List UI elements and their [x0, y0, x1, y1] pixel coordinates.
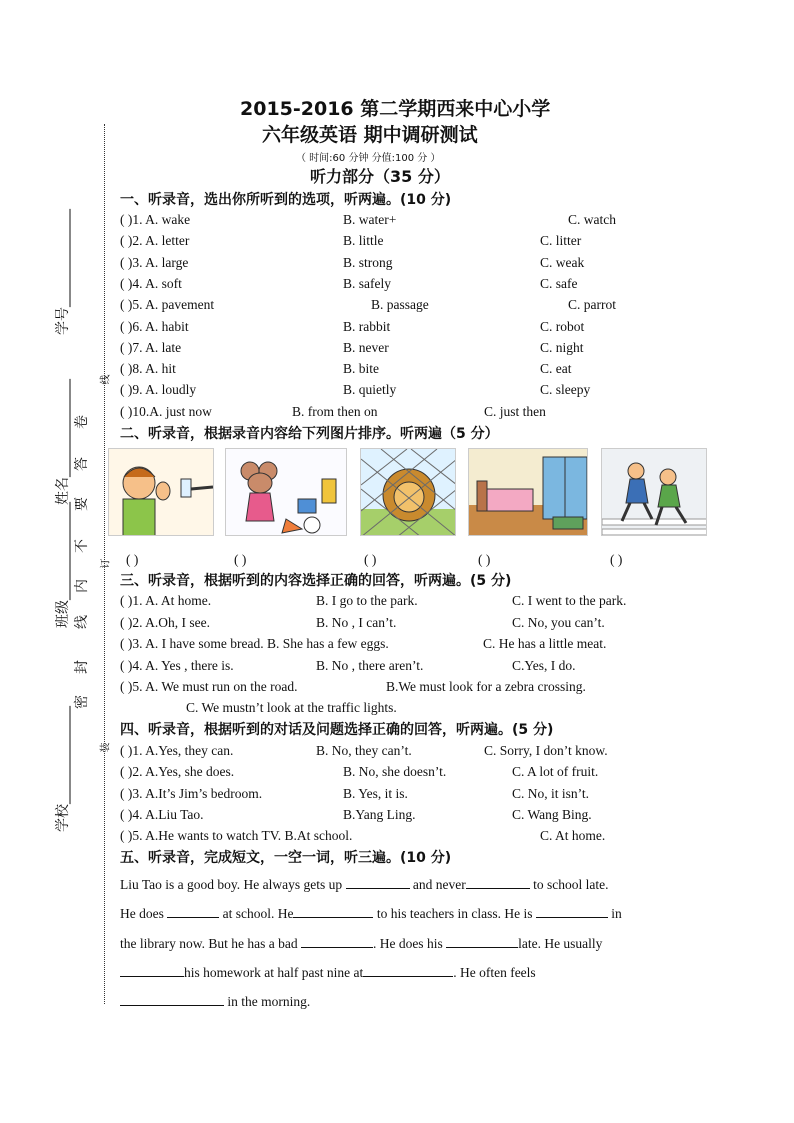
- page-title: 2015-2016 第二学期西来中心小学: [240, 98, 551, 120]
- s3-q1-option-b: B. I go to the park.: [316, 593, 418, 608]
- s1-q1-answer-and-option-a[interactable]: ( )1. A. wake: [120, 212, 191, 227]
- s4-q2-option-c: C. A lot of fruit.: [512, 764, 599, 780]
- s3-q1-option-c: C. I went to the park.: [512, 593, 627, 608]
- listening-part-title: 听力部分（35 分）: [310, 167, 450, 186]
- picture-bedroom: [468, 448, 588, 536]
- s4-q4-option-c: C. Wang Bing.: [512, 806, 592, 822]
- school-field: 学校______________: [55, 706, 71, 832]
- passage-line-5: in the morning.: [120, 994, 310, 1010]
- blank-1[interactable]: [346, 877, 410, 889]
- s4-q3-option-b: B. Yes, it is.: [343, 785, 408, 801]
- s1-q3-option-b: B. strong: [343, 254, 393, 270]
- picture-answer-1[interactable]: ( ): [126, 552, 139, 567]
- seal-word-nei: 内: [74, 579, 90, 593]
- s1-q10-option-b: B. from then on: [292, 403, 378, 419]
- s4-q4-option-b: B.Yang Ling.: [343, 806, 416, 822]
- s1-q7-option-b: B. never: [343, 339, 389, 355]
- s1-q3-option-c: C. weak: [540, 254, 585, 270]
- name-field: 姓名______________: [55, 379, 71, 505]
- s1-q6-answer-and-option-a[interactable]: ( )6. A. habit: [120, 318, 189, 334]
- s4-q1-answer-and-option-a[interactable]: ( )1. A.Yes, they can.: [120, 743, 234, 758]
- section2-title: 二、听录音，根据录音内容给下列图片排序。听两遍（5 分）: [120, 426, 499, 442]
- s4-q3-answer-and-option-a[interactable]: ( )3. A.It’s Jim’s bedroom.: [120, 785, 263, 801]
- seal-word-feng: 封: [74, 660, 90, 674]
- section4-title: 四、听录音，根据听到的对话及问题选择正确的回答，听两遍。(5 分): [120, 722, 554, 738]
- seal-word-yao: 要: [74, 497, 90, 511]
- blank-6[interactable]: [301, 936, 373, 948]
- s3-row5-option-c: C. We mustn’t look at the traffic lights.: [186, 700, 397, 715]
- s1-q4-option-c: C. safe: [540, 275, 578, 291]
- dots-word-ding: 订: [100, 558, 112, 569]
- id-field: 学号______________: [55, 209, 71, 335]
- blank-9[interactable]: [363, 965, 453, 977]
- picture-answer-3[interactable]: ( ): [364, 552, 377, 567]
- seal-word-juan: 卷: [74, 415, 90, 429]
- s1-q2-answer-and-option-a[interactable]: ( )2. A. letter: [120, 233, 190, 249]
- s1-q8-option-c: C. eat: [540, 361, 572, 377]
- passage-line-1: Liu Tao is a good boy. He always gets up and never to school late.: [120, 877, 609, 892]
- s1-q5-answer-and-option-a[interactable]: ( )5. A. pavement: [120, 297, 215, 313]
- s1-q2-option-c: C. litter: [540, 233, 582, 249]
- picture-answer-5[interactable]: ( ): [610, 552, 623, 567]
- picture-lion-in-cage: [360, 448, 456, 536]
- dots-word-zhuang: 装: [100, 742, 112, 753]
- s1-q8-answer-and-option-a[interactable]: ( )8. A. hit: [120, 361, 176, 377]
- s3-q3-answer-and-option-a[interactable]: ( )3. A. I have some bread. B. She has a few eggs.: [120, 636, 389, 651]
- s1-q2-option-b: B. little: [343, 233, 384, 249]
- s3-q4-answer-and-option-a[interactable]: ( )4. A. Yes , there is.: [120, 657, 234, 673]
- s1-q10-option-c: C. just then: [484, 403, 546, 419]
- seal-word-xian: 线: [74, 615, 90, 629]
- dots-word-xian: 线: [100, 374, 112, 385]
- s1-q7-option-c: C. night: [540, 339, 584, 355]
- s4-q5-answer-and-option-a[interactable]: ( )5. A.He wants to watch TV. B.At school.: [120, 828, 353, 844]
- s4-q3-option-c: C. No, it isn’t.: [512, 785, 590, 801]
- blank-7[interactable]: [446, 936, 518, 948]
- blank-10[interactable]: [120, 994, 224, 1006]
- s4-q4-answer-and-option-a[interactable]: ( )4. A.Liu Tao.: [120, 806, 204, 822]
- time-score-info: （ 时间:60 分钟 分值:100 分 ）: [296, 153, 441, 164]
- s1-q5-option-b: B. passage: [371, 297, 429, 313]
- s1-q9-answer-and-option-a[interactable]: ( )9. A. loudly: [120, 382, 197, 398]
- s1-q4-answer-and-option-a[interactable]: ( )4. A. soft: [120, 275, 182, 291]
- blank-5[interactable]: [536, 906, 608, 918]
- s4-q2-answer-and-option-a[interactable]: ( )2. A.Yes, she does.: [120, 764, 235, 780]
- s4-q1-option-b: B. No, they can’t.: [316, 743, 412, 758]
- s1-q7-answer-and-option-a[interactable]: ( )7. A. late: [120, 339, 182, 355]
- s3-q4-option-b: B. No , there aren’t.: [316, 657, 424, 673]
- s3-q5-option-b: B.We must look for a zebra crossing.: [386, 679, 586, 694]
- s1-q8-option-b: B. bite: [343, 361, 379, 377]
- picture-boys-crossing-street: [601, 448, 707, 536]
- blank-4[interactable]: [293, 906, 373, 918]
- picture-answer-2[interactable]: ( ): [234, 552, 247, 567]
- blank-2[interactable]: [466, 877, 530, 889]
- s4-q5-option-c: C. At home.: [540, 828, 606, 844]
- class-field: 班级______________: [55, 502, 71, 628]
- s3-q2-answer-and-option-a[interactable]: ( )2. A.Oh, I see.: [120, 614, 210, 630]
- s3-q4-option-c: C.Yes, I do.: [512, 657, 576, 673]
- passage-line-4: his homework at half past nine at . He often feels: [120, 965, 536, 981]
- s1-q10-answer-and-option-a[interactable]: ( )10.A. just now: [120, 403, 212, 419]
- s1-q3-answer-and-option-a[interactable]: ( )3. A. large: [120, 254, 189, 270]
- picture-mouse-messy-toys: [225, 448, 347, 536]
- s3-q1-answer-and-option-a[interactable]: ( )1. A. At home.: [120, 593, 212, 608]
- section1-title: 一、听录音，选出你所听到的选项，听两遍。(10 分): [120, 192, 452, 208]
- s3-q2-option-b: B. No , I can’t.: [316, 614, 397, 630]
- blank-3[interactable]: [167, 906, 219, 918]
- passage-line-2: He does at school. He to his teachers in class. He is in: [120, 906, 622, 921]
- s4-q1-option-c: C. Sorry, I don’t know.: [484, 743, 608, 758]
- s1-q6-option-b: B. rabbit: [343, 318, 391, 334]
- s1-q4-option-b: B. safely: [343, 275, 391, 291]
- s3-q5-answer-and-option-a[interactable]: ( )5. A. We must run on the road.: [120, 679, 298, 694]
- picture-answer-4[interactable]: ( ): [478, 552, 491, 567]
- page-subtitle: 六年级英语 期中调研测试: [262, 124, 478, 146]
- s1-q6-option-c: C. robot: [540, 318, 585, 334]
- s1-q9-option-b: B. quietly: [343, 382, 397, 398]
- s1-q1-option-b: B. water+: [343, 212, 397, 227]
- section3-title: 三、听录音，根据听到的内容选择正确的回答，听两遍。(5 分): [120, 573, 512, 589]
- s3-q3-option-c: C. He has a little meat.: [483, 636, 607, 651]
- s1-q5-option-c: C. parrot: [568, 297, 616, 313]
- blank-8[interactable]: [120, 965, 184, 977]
- section5-title: 五、听录音，完成短文，一空一词，听三遍。(10 分): [120, 850, 452, 866]
- s1-q1-option-c: C. watch: [568, 212, 616, 227]
- seal-word-bu: 不: [74, 539, 90, 553]
- passage-line-3: the library now. But he has a bad . He does his late. He usually: [120, 936, 603, 951]
- s4-q2-option-b: B. No, she doesn’t.: [343, 764, 447, 780]
- s3-q2-option-c: C. No, you can’t.: [512, 614, 605, 630]
- picture-boy-refusing-water: [108, 448, 214, 536]
- seal-word-da: 答: [74, 457, 90, 471]
- s1-q9-option-c: C. sleepy: [540, 382, 591, 398]
- seal-word-mi: 密: [74, 695, 90, 709]
